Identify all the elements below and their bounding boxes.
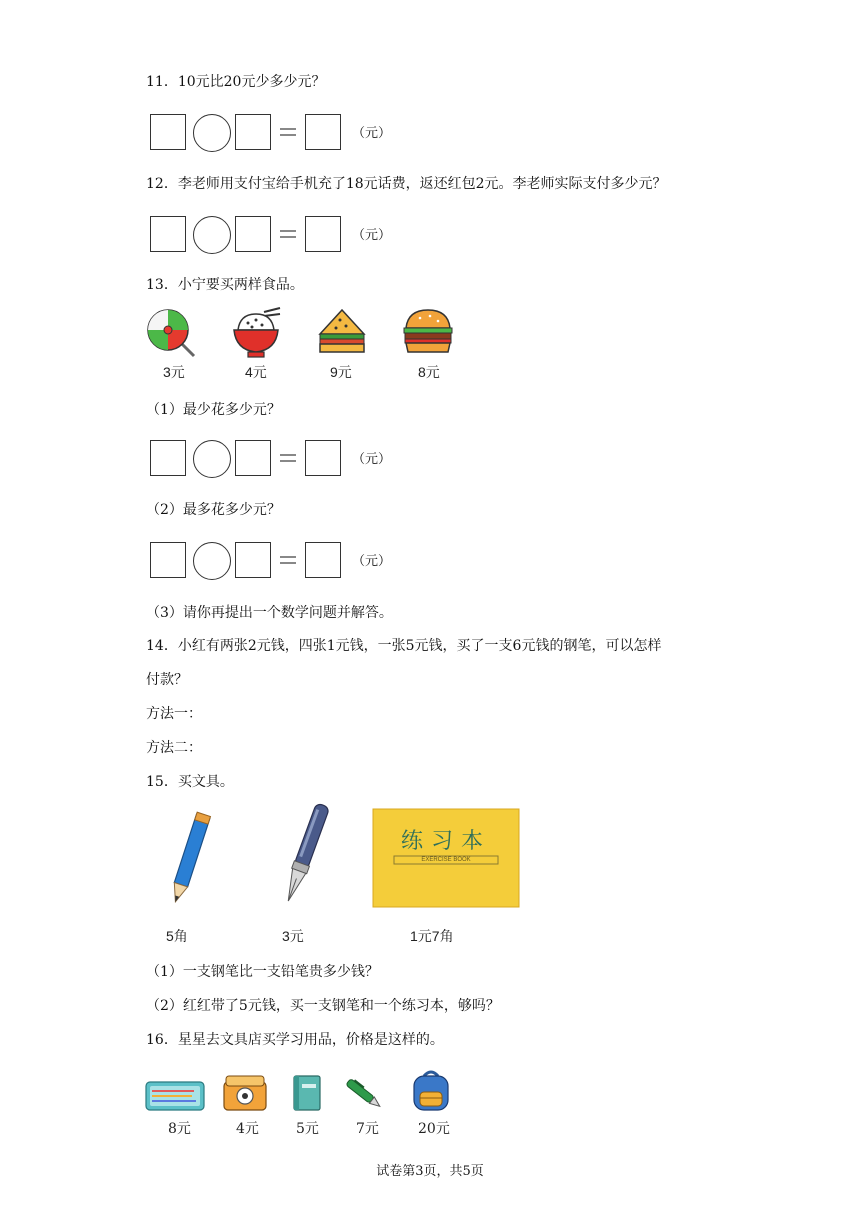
answer-box[interactable] bbox=[235, 216, 271, 252]
answer-box[interactable] bbox=[235, 114, 271, 150]
price-label: 3元 bbox=[282, 928, 304, 944]
unit-label: （元） bbox=[352, 554, 392, 569]
price-label: 20元 bbox=[418, 1121, 450, 1137]
price-label: 4元 bbox=[236, 1121, 259, 1137]
price-label: 5元 bbox=[296, 1121, 319, 1137]
price-label: 1元7角 bbox=[410, 928, 454, 944]
question-12: 12．李老师用支付宝给手机充了18元话费，返还红包2元。李老师实际支付多少元？ bbox=[146, 176, 667, 192]
answer-box[interactable] bbox=[235, 440, 271, 476]
question-15-sub1: （1）一支钢笔比一支铅笔贵多少钱？ bbox=[146, 964, 379, 980]
sandwich-icon bbox=[316, 306, 368, 356]
price-label: 5角 bbox=[166, 928, 188, 944]
question-13: 13．小宁要买两样食品。 bbox=[146, 277, 304, 293]
operator-circle[interactable] bbox=[193, 114, 231, 152]
equation-row-13-2 bbox=[150, 542, 410, 580]
operator-circle[interactable] bbox=[193, 216, 231, 254]
unit-label: （元） bbox=[352, 452, 392, 467]
cover-title: 练习本 bbox=[400, 829, 491, 854]
question-16: 16．星星去文具店买学习用品，价格是这样的。 bbox=[146, 1032, 444, 1048]
lollipop-icon bbox=[146, 308, 200, 360]
pencil-icon bbox=[166, 810, 212, 910]
price-label: 3元 bbox=[163, 364, 185, 380]
pencil-case-icon bbox=[144, 1078, 206, 1114]
price-label: 8元 bbox=[168, 1121, 191, 1137]
exercise-book-icon bbox=[372, 808, 520, 908]
equation-row-13-1 bbox=[150, 440, 410, 478]
question-14-line2: 付款？ bbox=[146, 672, 188, 688]
answer-box[interactable] bbox=[150, 114, 186, 150]
question-15-sub2: （2）红红带了5元钱，买一支钢笔和一个练习本，够吗？ bbox=[146, 998, 500, 1014]
answer-box[interactable] bbox=[150, 542, 186, 578]
result-box[interactable] bbox=[305, 216, 341, 252]
hamburger-icon bbox=[402, 308, 454, 356]
question-13-sub3: （3）请你再提出一个数学问题并解答。 bbox=[146, 605, 393, 621]
pencil-sharpener-icon bbox=[220, 1074, 270, 1114]
unit-label: （元） bbox=[352, 126, 392, 141]
question-15: 15．买文具。 bbox=[146, 774, 234, 790]
page-footer: 试卷第3页，共5页 bbox=[376, 1164, 484, 1179]
question-13-sub2: （2）最多花多少元？ bbox=[146, 502, 281, 518]
price-label: 9元 bbox=[330, 364, 352, 380]
method-1-label: 方法一： bbox=[146, 706, 202, 722]
question-14-line1: 14．小红有两张2元钱，四张1元钱，一张5元钱，买了一支6元钱的钢笔，可以怎样 bbox=[146, 638, 662, 654]
price-label: 7元 bbox=[356, 1121, 379, 1137]
equals-sign bbox=[278, 446, 298, 466]
equals-sign bbox=[278, 548, 298, 568]
notebook-icon bbox=[290, 1074, 324, 1114]
operator-circle[interactable] bbox=[193, 542, 231, 580]
price-label: 8元 bbox=[418, 364, 440, 380]
answer-box[interactable] bbox=[150, 440, 186, 476]
pen-icon bbox=[340, 1074, 388, 1114]
equation-row-11 bbox=[150, 114, 410, 152]
result-box[interactable] bbox=[305, 542, 341, 578]
question-11: 11．10元比20元少多少元？ bbox=[146, 74, 326, 90]
question-13-sub1: （1）最少花多少元？ bbox=[146, 402, 281, 418]
equation-row-12 bbox=[150, 216, 410, 254]
answer-box[interactable] bbox=[150, 216, 186, 252]
backpack-icon bbox=[408, 1068, 454, 1114]
method-2-label: 方法二： bbox=[146, 740, 202, 756]
answer-box[interactable] bbox=[235, 542, 271, 578]
cover-subtitle: EXERCISE BOOK bbox=[421, 857, 471, 863]
equals-sign bbox=[278, 120, 298, 140]
equals-sign bbox=[278, 222, 298, 242]
result-box[interactable] bbox=[305, 114, 341, 150]
result-box[interactable] bbox=[305, 440, 341, 476]
fountain-pen-icon bbox=[280, 800, 330, 910]
price-label: 4元 bbox=[245, 364, 267, 380]
rice-bowl-icon bbox=[232, 306, 282, 360]
unit-label: （元） bbox=[352, 228, 392, 243]
operator-circle[interactable] bbox=[193, 440, 231, 478]
